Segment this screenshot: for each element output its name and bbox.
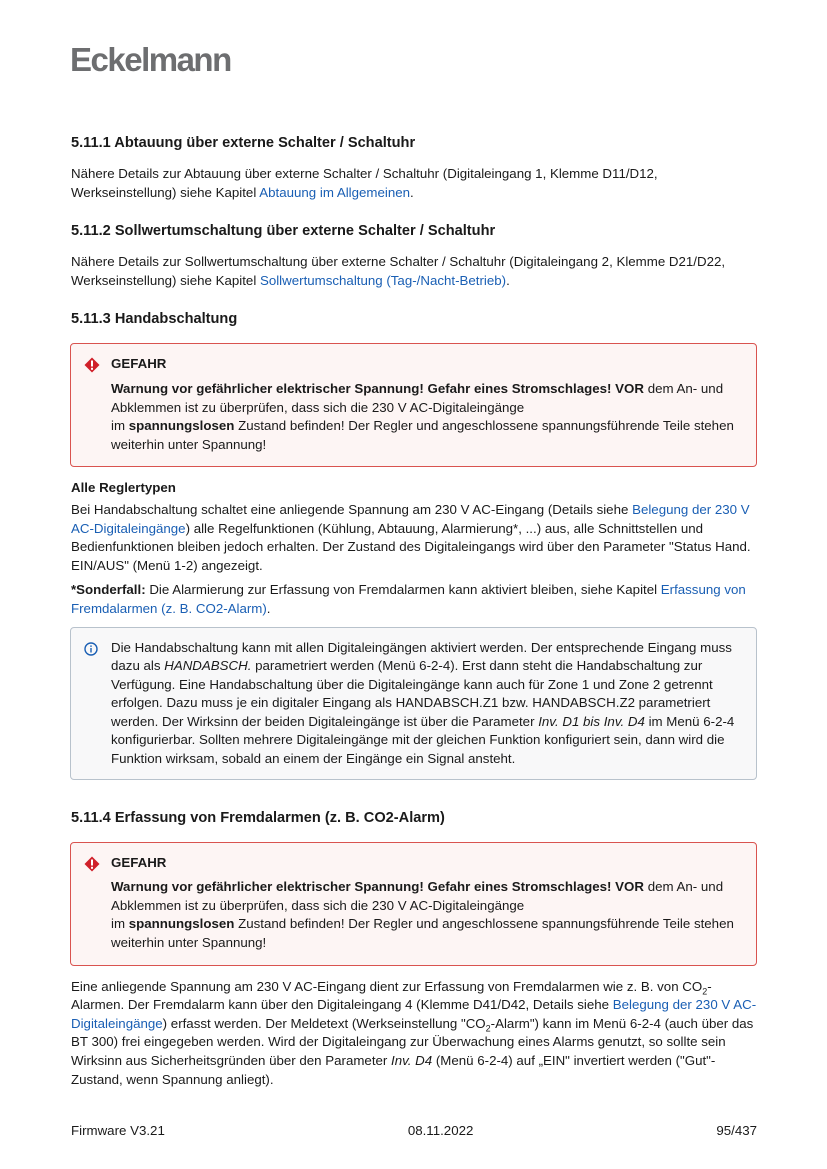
bold-text: *Sonderfall: [71, 582, 146, 598]
danger-icon [84, 856, 100, 872]
paragraph [71, 978, 757, 1090]
text: im [111, 418, 129, 434]
section-5-11-2 [71, 221, 757, 290]
link-sollwertumschaltung[interactable]: Sollwertumschaltung (Tag-/Nacht-Betrieb) [259, 272, 507, 288]
document-body [71, 133, 757, 1108]
text: parametriert werden (Menü 6-2-4). Erst dann steht die Handabschaltung zur Verfügung. Eine Handabschaltung über die Digitaleingänge kann auch für Zone 1 und Zone 2 getrennt erfolgen. Dazu muss je ein digitaler Eingang als HANDABSCH.Z1 bzw. HANDABSCH.Z2 parametriert werden. Der Wirksinn der beiden Digitaleingänge ist über die Parameter [111, 658, 713, 729]
text: ) alle Regelfunktionen (Kühlung, Abtauung, Alarmierung*, ...) aus, alle Schnittstellen und Bedienfunktionen bleiben jedoch erhalten. Der Zustand des Digitaleingangs wird über den Parameter "Status Hand. EIN/AUS" (Menü 1-2) angezeigt. [71, 520, 751, 573]
section-5-11-3 [71, 309, 757, 779]
section-heading: 5.11.1 Abtauung über externe Schalter / Schaltuhr [71, 135, 416, 151]
page-footer [71, 1122, 757, 1141]
danger-icon [84, 357, 100, 373]
section-5-11-4 [71, 808, 757, 1090]
danger-box [70, 842, 757, 966]
text: Eine anliegende Spannung am 230 V AC-Eingang dient zur Erfassung von Fremdalarmen wie z. B. von CO [71, 978, 703, 994]
text: im [111, 916, 129, 932]
text: Bei Handabschaltung schaltet eine anliegende Spannung am 230 V AC-Eingang (Details siehe [71, 501, 633, 517]
text: -Alarmen. Der Fremdalarm kann über den Digitaleingang 4 (Klemme D41/D42, Details siehe [71, 978, 712, 1013]
text: Die Alarmierung zur Erfassung von Fremdalarmen kann aktiviert bleiben, siehe Kapitel [145, 582, 661, 598]
danger-title: GEFAHR [111, 356, 167, 372]
bold-text: spannungslosen [128, 916, 235, 932]
bold-text: spannungslosen [128, 418, 235, 434]
link-abtauung[interactable]: Abtauung im Allgemeinen [259, 184, 411, 200]
link-belegung[interactable]: Belegung der 230 V AC-Digitaleingänge [71, 997, 757, 1031]
text: Nähere Details zur Abtauung über externe Schalter / Schaltuhr (Digitaleingang 1, Klemme D11/D12, Werkseinstellung) siehe Kapitel [71, 166, 658, 200]
info-icon [84, 642, 98, 656]
link-belegung[interactable]: Belegung der 230 V AC-Digitaleingänge [71, 501, 750, 536]
section-heading: 5.11.2 Sollwertumschaltung über externe Schalter / Schaltuhr [71, 223, 496, 240]
paragraph [71, 253, 757, 290]
paragraph [71, 581, 757, 618]
text: . [506, 272, 510, 288]
text: Nähere Details zur Sollwertumschaltung über externe Schalter / Schaltuhr (Digitaleingang 2, Klemme D21/D22, Werkseinstellung) siehe Kapitel [71, 254, 726, 288]
page-number: 95/437 [716, 1123, 757, 1138]
link-fremdalarme[interactable]: Erfassung von Fremdalarmen (z. B. CO2-Alarm) [71, 582, 746, 616]
danger-text [111, 380, 742, 454]
danger-text [111, 878, 742, 952]
subscript: 2 [485, 1023, 491, 1034]
italic-text: Inv. D1 bis Inv. D4 [538, 713, 645, 729]
info-text [111, 639, 742, 769]
text: -Alarm") kann im Menü 6-2-4 (auch über das BT 300) frei eingegeben werden. Wird der Digitaleingang zur Überwachung eines Alarms genutzt, so sollte sein Wirksinn aus Sicherheitsgründen über den Parameter [71, 1015, 754, 1068]
paragraph [71, 165, 757, 202]
text: . [266, 600, 271, 616]
section-heading: 5.11.3 Handabschaltung [71, 311, 238, 328]
paragraph [71, 501, 757, 575]
text: ) erfasst werden. Der Meldetext (Werkseinstellung "CO [162, 1015, 486, 1031]
italic-text: HANDABSCH. [164, 658, 252, 674]
text: Zustand befinden! Der Regler und angeschlossene spannungsführende Teile stehen weiterhin unter Spannung! [111, 418, 734, 452]
danger-box [70, 343, 757, 467]
bold-text: Warnung vor gefährlicher elektrischer Spannung! Gefahr eines Stromschlages! VOR [111, 879, 644, 895]
text: . [410, 184, 414, 200]
date: 08.11.2022 [407, 1123, 474, 1138]
bold-text: Warnung vor gefährlicher elektrischer Spannung! Gefahr eines Stromschlages! VOR [111, 380, 644, 396]
text: dem An- und Abklemmen ist zu überprüfen, dass sich die 230 V AC-Digitaleingänge [111, 879, 724, 913]
subscript: 2 [702, 986, 708, 997]
firmware-version: Firmware V3.21 [71, 1123, 165, 1138]
text: dem An- und Abklemmen ist zu überprüfen, dass sich die 230 V AC-Digitaleingänge [111, 380, 724, 415]
text: Die Handabschaltung kann mit allen Digitaleingängen aktiviert werden. Der entsprechende Eingang muss dazu als [111, 639, 732, 674]
eckelmann-logo: Eckelmann [70, 41, 231, 78]
italic-text: Inv. D4 [391, 1053, 433, 1068]
danger-title: GEFAHR [111, 854, 167, 870]
text: (Menü 6-2-4) auf „EIN" invertiert werden ("Gut"-Zustand, wenn Spannung anliegt). [71, 1053, 716, 1087]
subheading: Alle Reglertypen [71, 480, 176, 496]
section-heading: 5.11.4 Erfassung von Fremdalarmen (z. B. CO2-Alarm) [71, 809, 445, 826]
section-5-11-1 [71, 133, 757, 202]
text: Zustand befinden! Der Regler und angeschlossene spannungsführende Teile stehen weiterhin unter Spannung! [111, 916, 734, 951]
text: im Menü 6-2-4 konfigurierbar. Sollten mehrere Digitaleingänge mit der gleichen Funktion konfiguriert sein, dann wird die Funktion wirksam, sobald an einem der Eingänge ein Signal ansteht. [111, 713, 735, 767]
info-box [70, 627, 757, 780]
